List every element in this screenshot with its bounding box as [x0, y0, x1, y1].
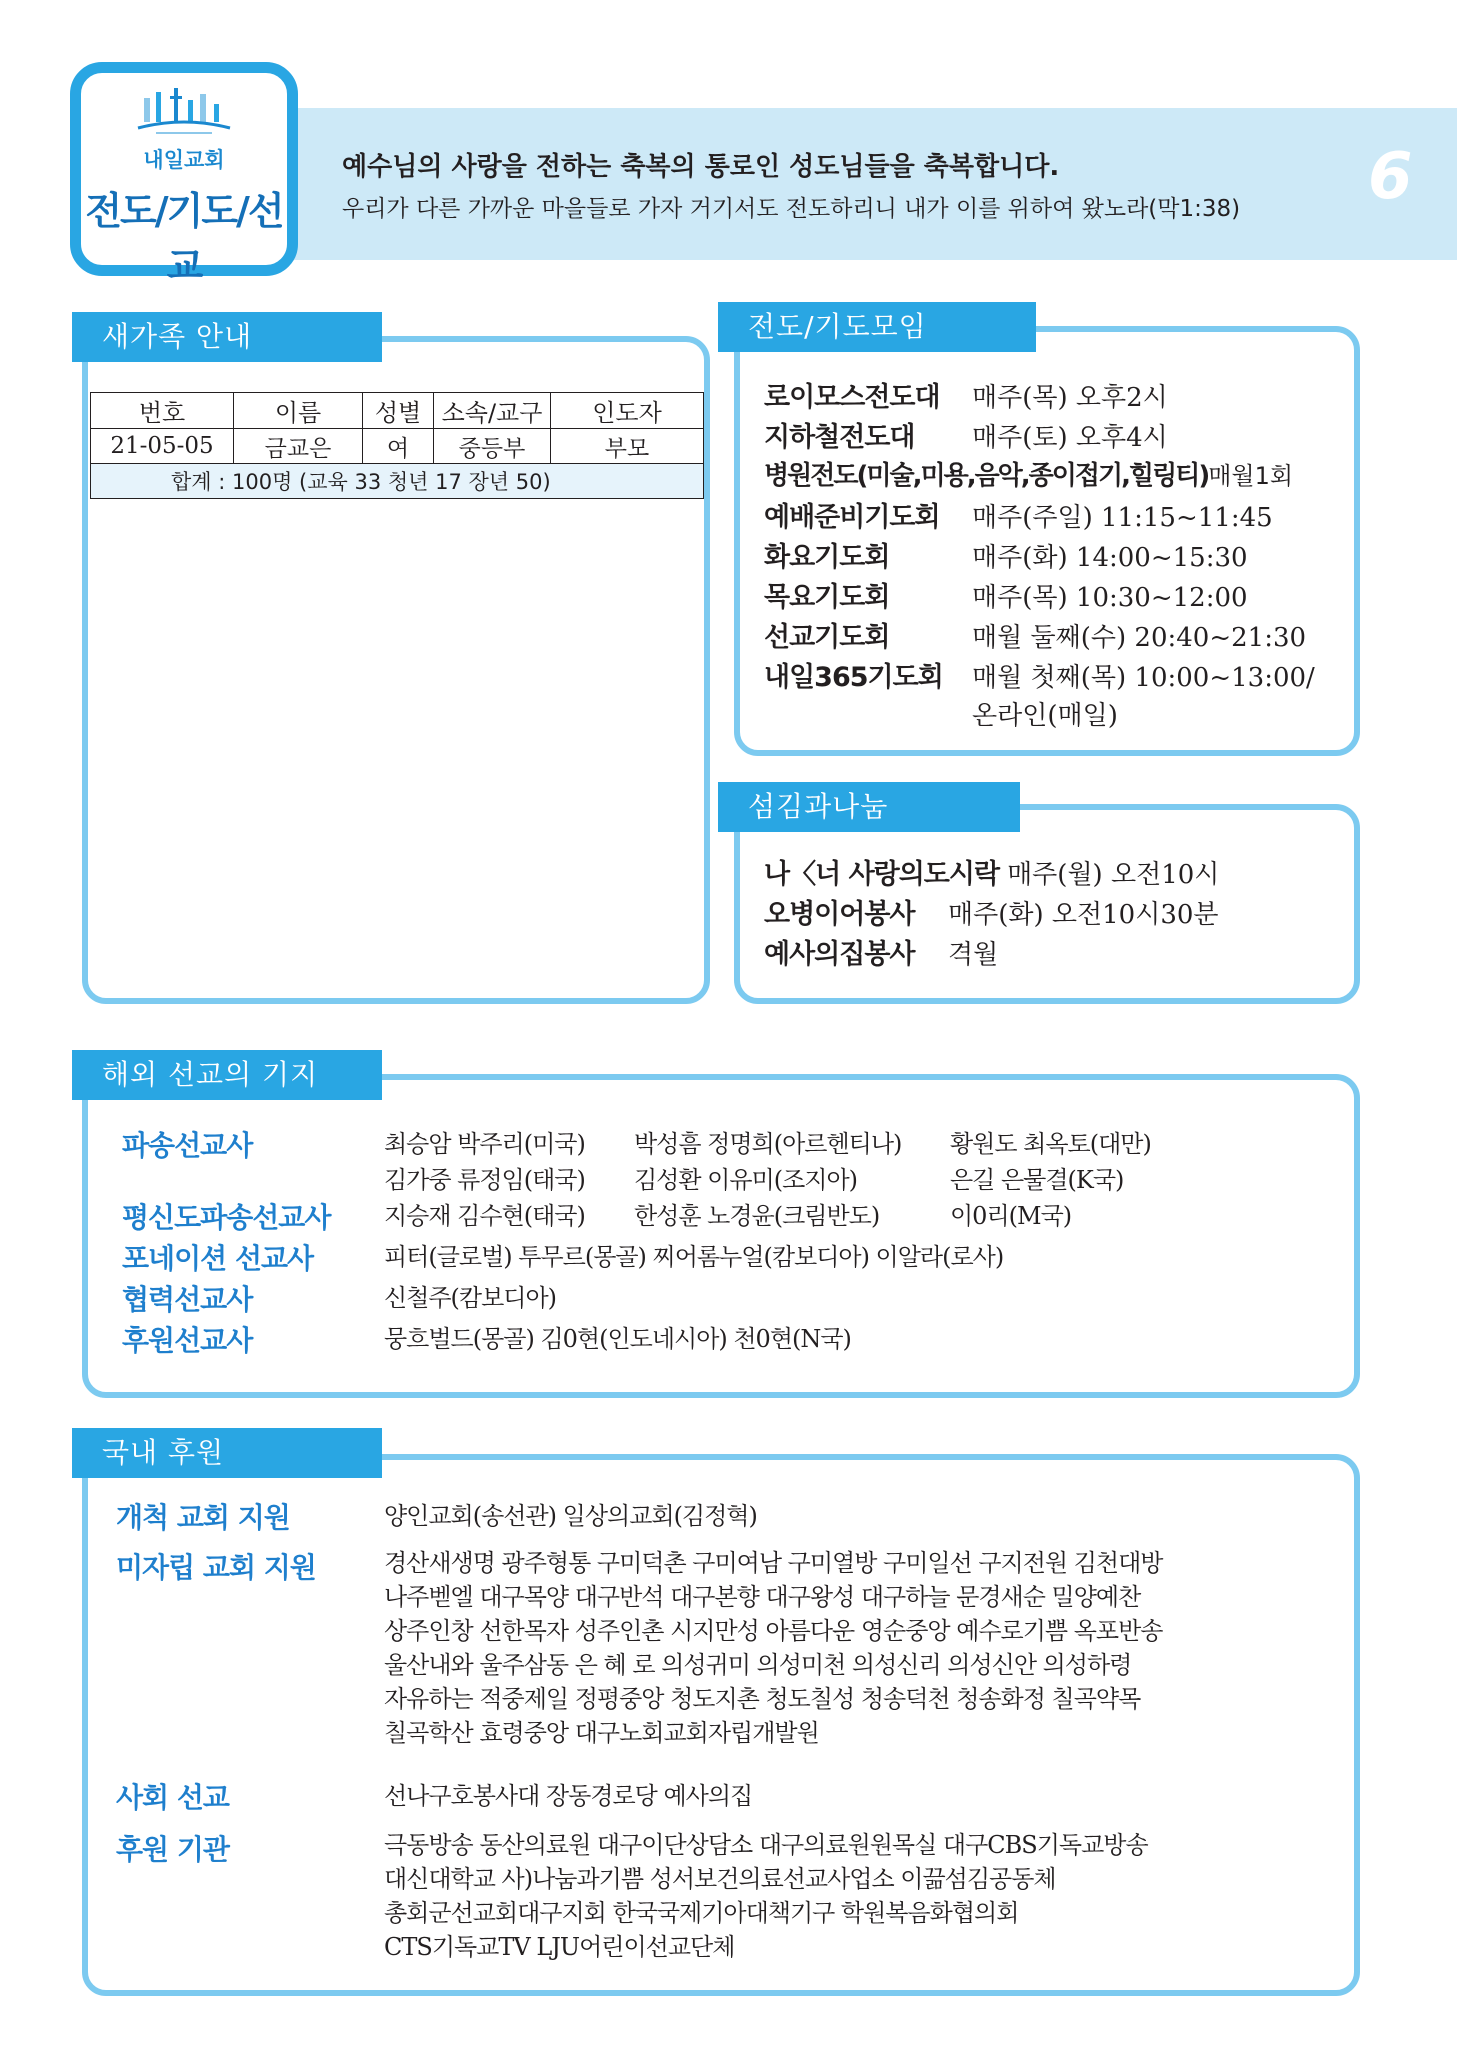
church-logo-icon	[136, 88, 232, 140]
summary-cell: 합계 : 100명 (교육 33 청년 17 장년 50)	[91, 464, 704, 499]
col-number: 번호	[91, 393, 234, 429]
prayer-value: 매주(주일) 11:15~11:45	[972, 503, 1273, 533]
prayer-extra-value: 온라인(매일)	[972, 701, 1118, 731]
list-item: 총회군선교회대구지회 한국국제기아대책기구 학원복음화협의회	[384, 1899, 1019, 1927]
prayer-item	[764, 615, 1306, 654]
sharing-label: 예사의집봉사	[764, 939, 915, 970]
missionary-name: 한성훈 노경윤(크림반도)	[634, 1202, 880, 1230]
prayer-item	[764, 415, 1168, 454]
cell-name: 금교은	[234, 429, 363, 464]
missionary-line: 신철주(캄보디아)	[384, 1284, 557, 1312]
table-header-row	[91, 393, 704, 429]
list-item: 상주인창 선한목자 성주인촌 시지만성 아름다운 영순중앙 예수로기쁨 옥포반송	[384, 1617, 1163, 1645]
header-banner	[290, 108, 1457, 260]
missionary-name: 김성환 이유미(조지아)	[634, 1166, 858, 1194]
domestic-tab: 국내 후원	[72, 1428, 382, 1478]
prayer-value: 매주(화) 14:00~15:30	[972, 543, 1248, 573]
overseas-label: 파송선교사	[122, 1129, 253, 1162]
list-item: 경산새생명 광주형통 구미덕촌 구미여남 구미열방 구미일선 구지전원 김천대방	[384, 1549, 1163, 1577]
prayer-value: 매주(목) 오후2시	[972, 383, 1168, 413]
sharing-item	[764, 892, 1219, 931]
list-item: 나주벧엘 대구목양 대구반석 대구본향 대구왕성 대구하늘 문경새순 밀양예찬	[384, 1583, 1141, 1611]
sharing-value: 격월	[948, 940, 999, 970]
domestic-label: 개척 교회 지원	[116, 1501, 290, 1534]
sharing-value: 매주(화) 오전10시30분	[948, 900, 1219, 930]
sharing-item	[764, 852, 1219, 891]
prayer-label: 지하철전도대	[764, 422, 915, 453]
pioneer-churches: 양인교회(송선관) 일상의교회(김정혁)	[384, 1502, 757, 1530]
logo-title: 전도/기도/선교	[85, 189, 283, 288]
list-item: 울산내와 울주삼동 은 혜 로 의성귀미 의성미천 의성신리 의성신안 의성하령	[384, 1651, 1132, 1679]
summary-row	[91, 464, 704, 499]
prayer-item	[764, 375, 1168, 414]
sharing-label: 나〈너 사랑의도시락	[764, 859, 1000, 890]
prayer-tab: 전도/기도모임	[718, 302, 1036, 352]
overseas-label: 협력선교사	[122, 1283, 253, 1316]
missionary-name: 은길 은물결(K국)	[950, 1166, 1124, 1194]
col-gender: 성별	[363, 393, 434, 429]
prayer-extra	[972, 695, 1118, 732]
new-family-tab: 새가족 안내	[72, 312, 382, 362]
new-family-table	[90, 392, 704, 499]
agencies-list	[384, 1828, 1304, 1964]
prayer-label: 예배준비기도회	[764, 502, 940, 533]
header-line-2: 우리가 다른 가까운 마을들로 가자 거기서도 전도하리니 내가 이를 위하여 왔노라(막1:38)	[342, 196, 1241, 222]
sharing-label: 오병이어봉사	[764, 899, 915, 930]
logo-name: 내일교회	[143, 148, 225, 172]
prayer-label: 병원전도(미술,미용,음악,종이접기,힐링티)	[764, 461, 1209, 491]
missionary-name: 김가중 류정임(태국)	[384, 1166, 585, 1194]
prayer-value: 매월 첫째(목) 10:00~13:00/	[972, 663, 1315, 693]
list-item: 칠곡학산 효령중앙 대구노회교회자립개발원	[384, 1719, 819, 1747]
missionary-name: 최승암 박주리(미국)	[384, 1130, 585, 1158]
list-item: 대신대학교 사)나눔과기쁨 성서보건의료선교사업소 이끎섬김공동체	[384, 1865, 1056, 1893]
sharing-item	[764, 932, 998, 971]
overseas-label: 포네이션 선교사	[122, 1242, 314, 1275]
cell-guide: 부모	[551, 429, 704, 464]
overseas-tab: 해외 선교의 기지	[72, 1050, 382, 1100]
domestic-label: 후원 기관	[116, 1833, 229, 1866]
prayer-label: 목요기도회	[764, 582, 890, 613]
col-guide: 인도자	[551, 393, 704, 429]
cell-number: 21-05-05	[91, 429, 234, 464]
cell-group: 중등부	[434, 429, 551, 464]
overseas-label: 후원선교사	[122, 1324, 253, 1357]
small-churches-list	[384, 1546, 1304, 1750]
table-row	[91, 429, 704, 464]
domestic-label: 사회 선교	[116, 1781, 229, 1814]
missionary-name: 박성흠 정명희(아르헨티나)	[634, 1130, 902, 1158]
prayer-item	[764, 535, 1248, 574]
prayer-label: 내일365기도회	[764, 662, 943, 693]
prayer-item	[764, 575, 1248, 614]
prayer-value: 매주(목) 10:30~12:00	[972, 583, 1248, 613]
prayer-value: 매월1회	[1208, 462, 1294, 490]
missionary-name: 황원도 최옥토(대만)	[950, 1130, 1151, 1158]
missionary-line: 피터(글로벌) 투무르(몽골) 찌어롬누얼(캄보디아) 이알라(로사)	[384, 1243, 1004, 1271]
list-item: 극동방송 동산의료원 대구이단상담소 대구의료원원목실 대구CBS기독교방송	[384, 1831, 1148, 1859]
prayer-value: 매주(토) 오후4시	[972, 423, 1168, 453]
prayer-label: 선교기도회	[764, 622, 890, 653]
sharing-tab: 섬김과나눔	[718, 782, 1020, 832]
prayer-label: 로이모스전도대	[764, 382, 940, 413]
col-name: 이름	[234, 393, 363, 429]
missionary-line: 뭉흐벌드(몽골) 김0현(인도네시아) 천0현(N국)	[384, 1325, 851, 1353]
col-group: 소속/교구	[434, 393, 551, 429]
list-item: 자유하는 적중제일 정평중앙 청도지촌 청도칠성 청송덕천 청송화정 칠곡약목	[384, 1685, 1141, 1713]
overseas-label: 평신도파송선교사	[122, 1201, 331, 1234]
list-item: CTS기독교TV LJU어린이선교단체	[384, 1933, 735, 1961]
prayer-item	[764, 455, 1293, 492]
prayer-label: 화요기도회	[764, 542, 890, 573]
sharing-value: 매주(월) 오전10시	[1007, 860, 1220, 890]
header-line-1: 예수님의 사랑을 전하는 축복의 통로인 성도님들을 축복합니다.	[342, 152, 1060, 182]
missionary-name: 지승재 김수현(태국)	[384, 1202, 585, 1230]
prayer-item	[764, 495, 1273, 534]
prayer-item	[764, 655, 1315, 694]
prayer-value: 매월 둘째(수) 20:40~21:30	[972, 623, 1307, 653]
missionary-name: 이0리(M국)	[950, 1202, 1072, 1230]
page-number: 6	[1368, 140, 1413, 214]
social-mission: 선나구호봉사대 장동경로당 예사의집	[384, 1782, 753, 1810]
domestic-label: 미자립 교회 지원	[116, 1551, 316, 1584]
cell-gender: 여	[363, 429, 434, 464]
